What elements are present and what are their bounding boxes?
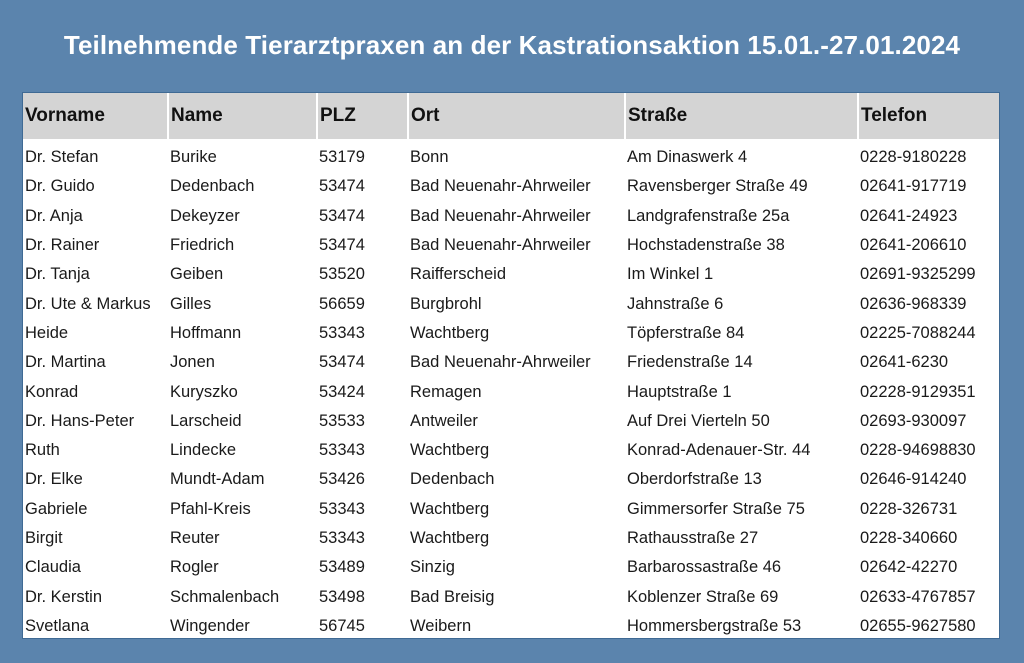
cell-strasse: Hommersbergstraße 53 [627,616,802,635]
cell-plz: 53474 [319,206,365,225]
cell-strasse: Rathausstraße 27 [627,529,759,547]
cell-vorname: Dr. Stefan [25,148,99,167]
cell-telefon: 0228-326731 [860,499,958,518]
vet-practices-table [23,93,999,641]
cell-strasse: Jahnstraße 6 [627,294,724,313]
table-row [23,260,999,289]
cell-vorname: Dr. Hans-Peter [25,411,135,430]
table-row [23,582,999,611]
cell-telefon: 02641-206610 [860,236,967,255]
table-row [23,202,999,231]
cell-plz: 53474 [319,177,365,196]
cell-plz: 53520 [319,265,365,284]
table-row [23,495,999,524]
cell-ort: Bad Neuenahr-Ahrweiler [410,353,591,372]
cell-vorname: Claudia [25,558,81,577]
cell-strasse: Ravensberger Straße 49 [627,177,808,196]
cell-plz: 53343 [319,529,365,547]
cell-plz: 53474 [319,353,365,372]
cell-telefon: 02228-9129351 [860,382,976,401]
cell-plz: 53533 [319,411,365,430]
cell-vorname: Dr. Elke [25,470,83,489]
cell-name: Hoffmann [170,323,242,342]
cell-ort: Wachtberg [410,529,490,547]
cell-strasse: Töpferstraße 84 [627,323,745,342]
cell-strasse: Koblenzer Straße 69 [627,587,779,606]
cell-telefon: 02642-42270 [860,558,958,577]
cell-telefon: 0228-94698830 [860,441,976,460]
cell-vorname: Dr. Rainer [25,236,100,255]
table-row [23,524,999,553]
cell-strasse: Hochstadenstraße 38 [627,236,785,255]
cell-vorname: Gabriele [25,499,88,518]
cell-vorname: Ruth [25,441,60,460]
cell-strasse: Landgrafenstraße 25a [627,206,790,225]
cell-vorname: Dr. Ute & Markus [25,294,151,313]
table-row [23,289,999,318]
cell-name: Burike [170,148,217,167]
cell-telefon: 02693-930097 [860,411,967,430]
table-body [23,139,999,641]
cell-ort: Bonn [410,148,449,167]
table-row [23,553,999,582]
cell-vorname: Dr. Kerstin [25,587,103,606]
page-title: Teilnehmende Tierarztpraxen an der Kastrationsaktion 15.01.-27.01.2024 [63,30,961,60]
cell-strasse: Konrad-Adenauer-Str. 44 [627,441,811,460]
cell-name: Kuryszko [170,382,238,401]
table-row [23,172,999,201]
cell-ort: Burgbrohl [410,294,482,313]
cell-ort: Wachtberg [410,499,490,518]
cell-strasse: Auf Drei Vierteln 50 [627,411,770,430]
cell-ort: Dedenbach [410,470,495,489]
cell-plz: 56659 [319,294,365,313]
cell-strasse: Oberdorfstraße 13 [627,470,762,489]
cell-name: Dedenbach [170,177,255,196]
cell-ort: Wachtberg [410,441,490,460]
cell-strasse: Gimmersorfer Straße 75 [627,499,805,518]
table-row [23,319,999,348]
cell-plz: 53426 [319,470,365,489]
table-panel [22,92,1000,639]
cell-vorname: Dr. Anja [25,206,83,225]
cell-ort: Raifferscheid [410,265,506,284]
cell-ort: Bad Neuenahr-Ahrweiler [410,236,591,255]
cell-name: Friedrich [170,236,235,255]
cell-telefon: 02636-968339 [860,294,967,313]
cell-strasse: Am Dinaswerk 4 [627,148,748,167]
cell-telefon: 0228-9180228 [860,148,967,167]
cell-strasse: Hauptstraße 1 [627,382,732,401]
cell-plz: 56745 [319,616,365,635]
cell-telefon: 02655-9627580 [860,616,976,635]
cell-ort: Antweiler [410,411,478,430]
cell-strasse: Barbarossastraße 46 [627,558,782,577]
cell-name: Pfahl-Kreis [170,499,251,518]
table-header-row [23,93,999,139]
cell-name: Larscheid [170,411,242,430]
cell-telefon: 02691-9325299 [860,265,976,284]
cell-ort: Bad Breisig [410,587,495,606]
cell-ort: Wachtberg [410,323,490,342]
cell-plz: 53179 [319,148,365,167]
cell-telefon: 0228-340660 [860,529,958,547]
cell-name: Rogler [170,558,219,577]
table-row [23,348,999,377]
cell-telefon: 02646-914240 [860,470,967,489]
cell-telefon: 02641-6230 [860,353,949,372]
cell-plz: 53474 [319,236,365,255]
cell-vorname: Svetlana [25,616,90,635]
table-row [23,407,999,436]
cell-name: Mundt-Adam [170,470,265,489]
cell-plz: 53424 [319,382,365,401]
cell-name: Schmalenbach [170,587,280,606]
table-row [23,612,999,641]
cell-telefon: 02225-7088244 [860,323,976,342]
cell-vorname: Dr. Guido [25,177,95,196]
cell-ort: Bad Neuenahr-Ahrweiler [410,206,591,225]
cell-strasse: Friedenstraße 14 [627,353,753,372]
cell-vorname: Konrad [25,382,79,401]
cell-name: Reuter [170,529,220,547]
table-row [23,436,999,465]
cell-plz: 53489 [319,558,365,577]
cell-telefon: 02641-24923 [860,206,958,225]
cell-ort: Weibern [410,616,472,635]
cell-vorname: Birgit [25,529,63,547]
cell-vorname: Dr. Martina [25,353,106,372]
cell-strasse: Im Winkel 1 [627,265,714,284]
cell-vorname: Heide [25,323,69,342]
cell-telefon: 02641-917719 [860,177,967,196]
cell-name: Wingender [170,616,250,635]
cell-ort: Remagen [410,382,482,401]
table-row [23,465,999,494]
column-header-vorname: Vorname [23,93,168,139]
column-header-ort: Ort [408,93,625,139]
column-header-strasse: Straße [625,93,858,139]
table-row [23,231,999,260]
cell-name: Jonen [170,353,215,372]
cell-name: Lindecke [170,441,237,460]
cell-name: Dekeyzer [170,206,240,225]
cell-name: Gilles [170,294,212,313]
column-header-telefon: Telefon [858,93,999,139]
column-header-name: Name [168,93,317,139]
cell-ort: Bad Neuenahr-Ahrweiler [410,177,591,196]
column-header-plz: PLZ [317,93,408,139]
table-row [23,139,999,172]
cell-telefon: 02633-4767857 [860,587,976,606]
cell-ort: Sinzig [410,558,455,577]
table-row [23,377,999,406]
cell-name: Geiben [170,265,224,284]
cell-vorname: Dr. Tanja [25,265,90,284]
cell-plz: 53343 [319,499,365,518]
cell-plz: 53343 [319,441,365,460]
cell-plz: 53343 [319,323,365,342]
cell-plz: 53498 [319,587,365,606]
